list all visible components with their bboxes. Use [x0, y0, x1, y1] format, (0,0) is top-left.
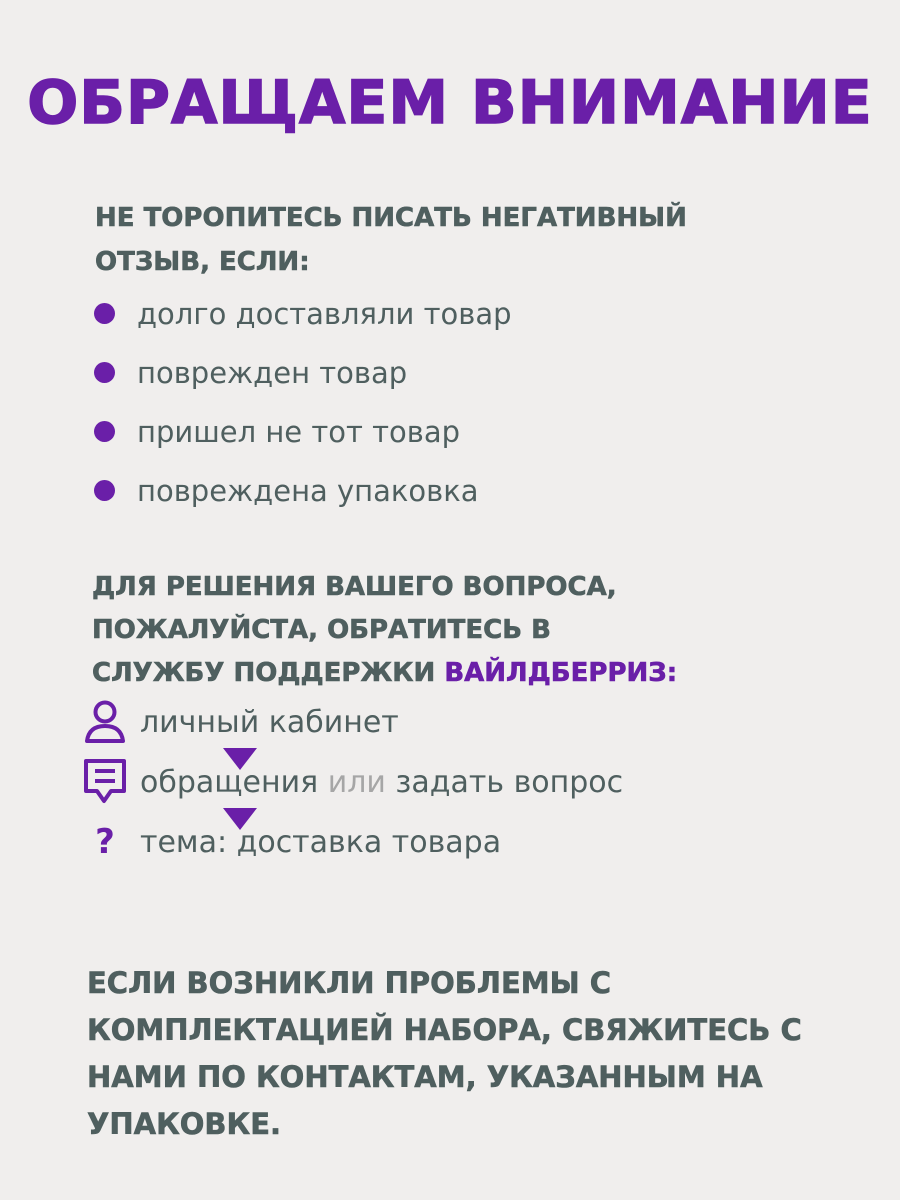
warning-list [94, 284, 512, 520]
bullet-dot-icon [94, 421, 115, 442]
footer-note-line: УПАКОВКЕ. [87, 1107, 282, 1141]
step-text-ask: задать вопрос [395, 764, 624, 800]
list-item-text: повреждена упаковка [137, 473, 479, 508]
warning-heading-line: НЕ ТОРОПИТЕСЬ ПИСАТЬ НЕГАТИВНЫЙ [95, 203, 687, 233]
support-heading-line: ПОЖАЛУЙСТА, ОБРАТИТЕСЬ В [92, 615, 551, 645]
footer-note [87, 960, 802, 1148]
step-text: тема: доставка товара [140, 824, 502, 860]
list-item [94, 461, 512, 520]
step-appeals [80, 752, 623, 812]
chat-message-icon [80, 757, 130, 807]
question-mark-symbol: ? [95, 822, 115, 862]
bullet-dot-icon [94, 362, 115, 383]
support-heading [92, 566, 677, 695]
footer-note-line: КОМПЛЕКТАЦИЕЙ НАБОРА, СВЯЖИТЕСЬ С [87, 1013, 802, 1047]
support-heading-line [92, 652, 677, 695]
list-item-text: долго доставляли товар [137, 296, 512, 331]
step-topic [80, 812, 501, 872]
warning-heading [95, 196, 687, 284]
list-item [94, 284, 512, 343]
support-heading-text: СЛУЖБУ ПОДДЕРЖКИ [92, 658, 436, 688]
step-text: личный кабинет [140, 704, 399, 740]
list-item-text: поврежден товар [137, 355, 408, 390]
list-item [94, 343, 512, 402]
step-text-appeals: обращения [140, 764, 319, 800]
list-item-text: пришел не тот товар [137, 414, 461, 449]
question-mark-icon [80, 817, 130, 867]
support-heading-line: ДЛЯ РЕШЕНИЯ ВАШЕГО ВОПРОСА, [92, 572, 617, 602]
step-text [140, 765, 623, 800]
bullet-dot-icon [94, 480, 115, 501]
warning-heading-line: ОТЗЫВ, ЕСЛИ: [95, 247, 310, 277]
step-text-connector: или [327, 764, 386, 800]
brand-name: ВАЙЛДБЕРРИЗ: [444, 658, 678, 688]
footer-note-line: НАМИ ПО КОНТАКТАМ, УКАЗАННЫМ НА [87, 1060, 763, 1094]
bullet-dot-icon [94, 303, 115, 324]
list-item [94, 402, 512, 461]
step-personal-account [80, 692, 399, 752]
footer-note-line: ЕСЛИ ВОЗНИКЛИ ПРОБЛЕМЫ С [87, 966, 612, 1000]
user-icon [80, 697, 130, 747]
page-title: ОБРАЩАЕМ ВНИМАНИЕ [27, 68, 873, 138]
